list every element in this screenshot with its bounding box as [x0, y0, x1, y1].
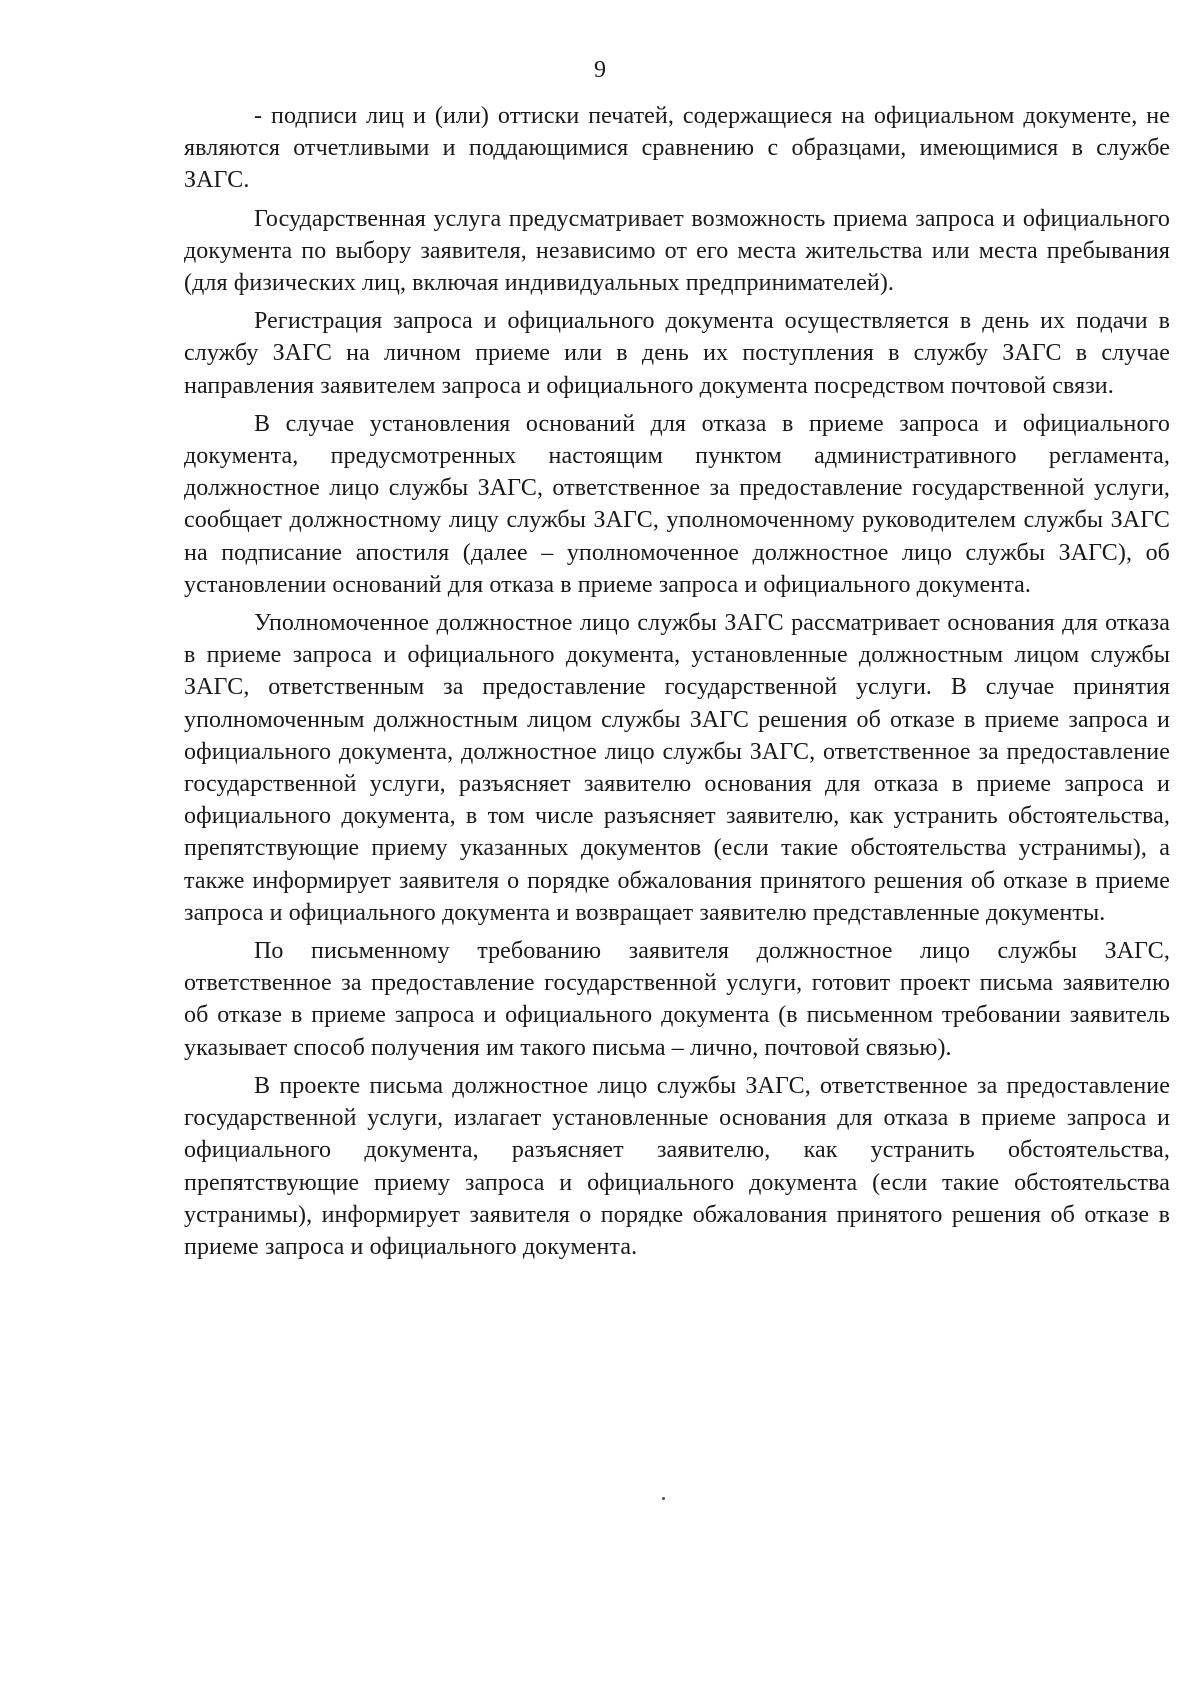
paragraph-authorized-official-review: Уполномоченное должностное лицо службы ЗАГС рассматривает основания для отказа в приеме запроса и официального документа, установленные должностным лицом службы ЗАГС, ответственным за предоставление государственной услуги. В случае принятия уполномоченным должностным лицом службы ЗАГС решения об отказе в приеме запроса и официального документа, должностное лицо службы ЗАГС, ответственное за предоставление государственной услуги, разъясняет заявителю основания для отказа в приеме запроса и официального документа, в том числе разъясняет заявителю, как устранить обстоятельства, препятствующие приему указанных документов (если такие обстоятельства устранимы), а также информирует заявителя о порядке обжалования принятого решения об отказе в приеме запроса и официального документа и возвращает заявителю представленные документы. — [184, 610, 1170, 926]
page-number: 9 — [594, 57, 606, 83]
paragraph-grounds-for-refusal-reporting: В случае установления оснований для отказа в приеме запроса и официального документа, предусмотренных настоящим пунктом административного регламента, должностное лицо службы ЗАГС, ответственное за предоставление государственной услуги, сообщает должностному лицу службы ЗАГС, уполномоченному руководителем службы ЗАГС на подписание апостиля (далее – уполномоченное должностное лицо службы ЗАГС), об установлении оснований для отказа в приеме запроса и официального документа. — [184, 410, 1170, 598]
paragraph-signatures-not-legible: - подписи лиц и (или) оттиски печатей, содержащиеся на официальном документе, не являются отчетливыми и поддающимися сравнению с образцами, имеющимися в службе ЗАГС. — [184, 103, 1170, 194]
paragraph-refusal-letter-contents: В проекте письма должностное лицо службы ЗАГС, ответственное за предоставление государственной услуги, излагает установленные основания для отказа в приеме запроса и официального документа, разъясняет заявителю, как устранить обстоятельства, препятствующие приему запроса и официального документа (если такие обстоятельства устранимы), информирует заявителя о порядке обжалования принятого решения об отказе в приеме запроса и официального документа. — [184, 1072, 1170, 1260]
document-body — [184, 100, 1170, 1269]
paragraph-written-request-refusal-letter: По письменному требованию заявителя должностное лицо службы ЗАГС, ответственное за предоставление государственной услуги, готовит проект письма заявителю об отказе в приеме запроса и официального документа (в письменном требовании заявитель указывает способ получения им такого письма – лично, почтовой связью). — [184, 938, 1170, 1061]
paragraph-registration-of-request: Регистрация запроса и официального документа осуществляется в день их подачи в службу ЗАГС на личном приеме или в день их поступления в службу ЗАГС в случае направления заявителем запроса и официального документа посредством почтовой связи. — [184, 308, 1170, 399]
scan-speck — [662, 1497, 665, 1500]
paragraph-extraterritorial-acceptance: Государственная услуга предусматривает возможность приема запроса и официального документа по выбору заявителя, независимо от его места жительства или места пребывания (для физических лиц, включая индивидуальных предпринимателей). — [184, 205, 1170, 297]
